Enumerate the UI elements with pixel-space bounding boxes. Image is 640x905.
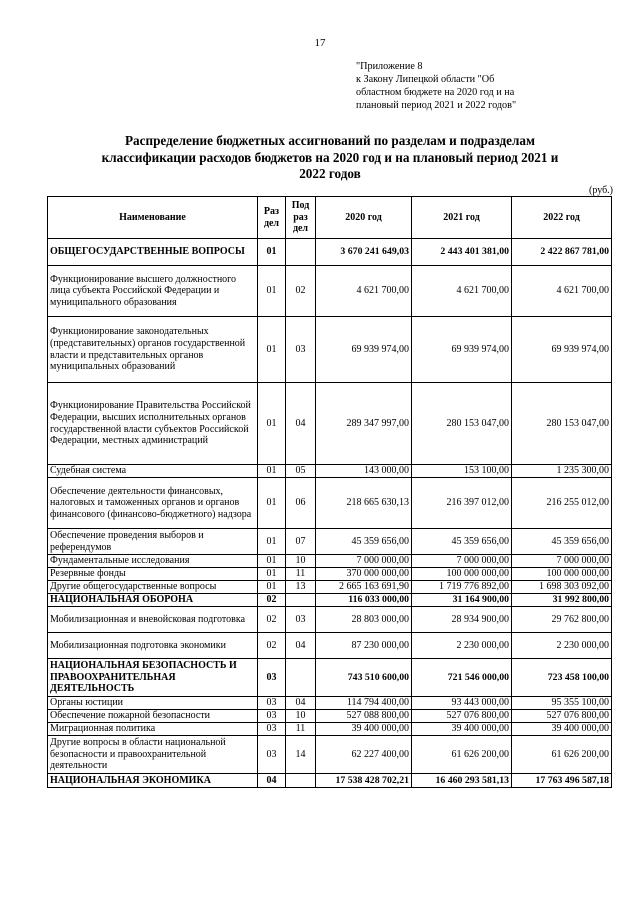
row-section: 02	[258, 594, 286, 607]
row-name: ОБЩЕГОСУДАРСТВЕННЫЕ ВОПРОСЫ	[48, 239, 258, 266]
row-value-2021: 280 153 047,00	[412, 383, 512, 465]
row-subsection: 04	[286, 383, 316, 465]
row-value-2020: 28 803 000,00	[316, 607, 412, 633]
row-value-2021: 61 626 200,00	[412, 736, 512, 774]
table-row	[48, 555, 612, 568]
row-subsection	[286, 774, 316, 788]
row-value-2022: 61 626 200,00	[512, 736, 612, 774]
row-value-2020: 17 538 428 702,21	[316, 774, 412, 788]
header-name: Наименование	[48, 197, 258, 239]
table-row	[48, 383, 612, 465]
row-subsection: 11	[286, 723, 316, 736]
row-value-2020: 218 665 630,13	[316, 478, 412, 529]
row-value-2022: 100 000 000,00	[512, 568, 612, 581]
row-subsection: 10	[286, 710, 316, 723]
row-subsection: 04	[286, 633, 316, 659]
row-value-2020: 62 227 400,00	[316, 736, 412, 774]
row-subsection: 11	[286, 568, 316, 581]
row-value-2022: 280 153 047,00	[512, 383, 612, 465]
row-subsection: 06	[286, 478, 316, 529]
row-subsection	[286, 594, 316, 607]
row-value-2021: 527 076 800,00	[412, 710, 512, 723]
row-value-2021: 93 443 000,00	[412, 697, 512, 710]
row-value-2020: 3 670 241 649,03	[316, 239, 412, 266]
row-value-2020: 527 088 800,00	[316, 710, 412, 723]
row-value-2022: 17 763 496 587,18	[512, 774, 612, 788]
header-section: Раз дел	[258, 197, 286, 239]
table-row	[48, 266, 612, 317]
row-section: 01	[258, 478, 286, 529]
row-value-2022: 2 422 867 781,00	[512, 239, 612, 266]
row-subsection	[286, 239, 316, 266]
row-value-2020: 370 000 000,00	[316, 568, 412, 581]
row-subsection: 04	[286, 697, 316, 710]
row-value-2021: 45 359 656,00	[412, 529, 512, 555]
row-value-2022: 7 000 000,00	[512, 555, 612, 568]
row-value-2020: 116 033 000,00	[316, 594, 412, 607]
row-value-2021: 28 934 900,00	[412, 607, 512, 633]
row-value-2021: 721 546 000,00	[412, 659, 512, 697]
table-row	[48, 633, 612, 659]
row-name: НАЦИОНАЛЬНАЯ ОБОРОНА	[48, 594, 258, 607]
row-section: 01	[258, 555, 286, 568]
header-2020: 2020 год	[316, 197, 412, 239]
table-row	[48, 465, 612, 478]
row-value-2022: 2 230 000,00	[512, 633, 612, 659]
row-value-2020: 289 347 997,00	[316, 383, 412, 465]
units-label: (руб.)	[589, 185, 613, 196]
row-value-2020: 143 000,00	[316, 465, 412, 478]
header-2021: 2021 год	[412, 197, 512, 239]
row-value-2022: 4 621 700,00	[512, 266, 612, 317]
row-value-2021: 39 400 000,00	[412, 723, 512, 736]
row-value-2020: 7 000 000,00	[316, 555, 412, 568]
row-value-2022: 31 992 800,00	[512, 594, 612, 607]
header-2022: 2022 год	[512, 197, 612, 239]
row-subsection: 14	[286, 736, 316, 774]
row-section: 04	[258, 774, 286, 788]
row-section: 01	[258, 529, 286, 555]
table-row	[48, 710, 612, 723]
page-number: 17	[314, 37, 326, 49]
table-row	[48, 239, 612, 266]
row-subsection: 05	[286, 465, 316, 478]
row-section: 01	[258, 239, 286, 266]
table-body	[48, 239, 612, 788]
row-section: 02	[258, 633, 286, 659]
row-name: Функционирование Правительства Российской Федерации, высших исполнительных органов государственной власти субъектов Российской Федерации, местных администраций	[48, 383, 258, 465]
row-value-2022: 29 762 800,00	[512, 607, 612, 633]
row-name: Органы юстиции	[48, 697, 258, 710]
row-name: Мобилизационная подготовка экономики	[48, 633, 258, 659]
row-name: Функционирование законодательных (представительных) органов государственной власти и представительных органов муниципальных образований	[48, 317, 258, 383]
row-subsection: 02	[286, 266, 316, 317]
row-value-2021: 4 621 700,00	[412, 266, 512, 317]
row-name: НАЦИОНАЛЬНАЯ БЕЗОПАСНОСТЬ И ПРАВООХРАНИТЕЛЬНАЯ ДЕЯТЕЛЬНОСТЬ	[48, 659, 258, 697]
row-name: Мобилизационная и вневойсковая подготовка	[48, 607, 258, 633]
row-name: Обеспечение деятельности финансовых, налоговых и таможенных органов и органов финансового (финансово-бюджетного) надзора	[48, 478, 258, 529]
header-subsection: Под раз дел	[286, 197, 316, 239]
appendix-line: областном бюджете на 2020 год и на	[356, 87, 515, 98]
row-section: 01	[258, 317, 286, 383]
row-value-2022: 45 359 656,00	[512, 529, 612, 555]
table-row	[48, 568, 612, 581]
row-name: Фундаментальные исследования	[48, 555, 258, 568]
appendix-note	[356, 60, 576, 112]
row-name: НАЦИОНАЛЬНАЯ ЭКОНОМИКА	[48, 774, 258, 788]
row-value-2021: 31 164 900,00	[412, 594, 512, 607]
row-subsection: 13	[286, 581, 316, 594]
row-value-2020: 114 794 400,00	[316, 697, 412, 710]
title-line: 2022 годов	[299, 166, 361, 181]
title-line: классификации расходов бюджетов на 2020 год и на плановый период 2021 и	[101, 149, 559, 165]
row-section: 01	[258, 581, 286, 594]
row-value-2020: 39 400 000,00	[316, 723, 412, 736]
table-row	[48, 581, 612, 594]
row-name: Миграционная политика	[48, 723, 258, 736]
appendix-line: "Приложение 8	[356, 61, 423, 72]
table-row	[48, 697, 612, 710]
row-subsection: 10	[286, 555, 316, 568]
appendix-line: к Закону Липецкой области "Об	[356, 74, 495, 85]
row-section: 03	[258, 736, 286, 774]
table-row	[48, 529, 612, 555]
row-section: 03	[258, 697, 286, 710]
row-subsection: 03	[286, 317, 316, 383]
row-value-2022: 1 235 300,00	[512, 465, 612, 478]
row-section: 03	[258, 710, 286, 723]
table-row	[48, 607, 612, 633]
table-row	[48, 659, 612, 697]
row-section: 01	[258, 568, 286, 581]
row-value-2020: 87 230 000,00	[316, 633, 412, 659]
row-value-2020: 69 939 974,00	[316, 317, 412, 383]
table-row	[48, 478, 612, 529]
row-value-2021: 2 230 000,00	[412, 633, 512, 659]
table-row	[48, 736, 612, 774]
row-value-2020: 743 510 600,00	[316, 659, 412, 697]
row-value-2021: 1 719 776 892,00	[412, 581, 512, 594]
row-value-2021: 7 000 000,00	[412, 555, 512, 568]
table-row	[48, 317, 612, 383]
row-value-2021: 153 100,00	[412, 465, 512, 478]
appendix-line: плановый период 2021 и 2022 годов"	[356, 100, 517, 111]
row-name: Другие вопросы в области национальной безопасности и правоохранительной деятельности	[48, 736, 258, 774]
row-subsection: 03	[286, 607, 316, 633]
row-value-2022: 69 939 974,00	[512, 317, 612, 383]
row-value-2022: 39 400 000,00	[512, 723, 612, 736]
row-name: Резервные фонды	[48, 568, 258, 581]
budget-table	[47, 196, 612, 788]
row-value-2020: 4 621 700,00	[316, 266, 412, 317]
row-section: 03	[258, 659, 286, 697]
row-value-2021: 69 939 974,00	[412, 317, 512, 383]
row-name: Судебная система	[48, 465, 258, 478]
row-value-2020: 2 665 163 691,90	[316, 581, 412, 594]
row-value-2022: 216 255 012,00	[512, 478, 612, 529]
row-name: Обеспечение проведения выборов и референдумов	[48, 529, 258, 555]
row-section: 01	[258, 383, 286, 465]
row-value-2021: 100 000 000,00	[412, 568, 512, 581]
row-name: Другие общегосударственные вопросы	[48, 581, 258, 594]
row-value-2022: 95 355 100,00	[512, 697, 612, 710]
row-name: Обеспечение пожарной безопасности	[48, 710, 258, 723]
row-value-2021: 216 397 012,00	[412, 478, 512, 529]
row-value-2022: 723 458 100,00	[512, 659, 612, 697]
row-section: 01	[258, 465, 286, 478]
row-subsection	[286, 659, 316, 697]
document-title	[40, 133, 620, 183]
row-subsection: 07	[286, 529, 316, 555]
row-name: Функционирование высшего должностного лица субъекта Российской Федерации и муниципального образования	[48, 266, 258, 317]
row-value-2022: 1 698 303 092,00	[512, 581, 612, 594]
table-row	[48, 774, 612, 788]
row-value-2020: 45 359 656,00	[316, 529, 412, 555]
row-value-2021: 2 443 401 381,00	[412, 239, 512, 266]
row-value-2021: 16 460 293 581,13	[412, 774, 512, 788]
title-line: Распределение бюджетных ассигнований по разделам и подразделам	[124, 133, 536, 148]
row-section: 01	[258, 266, 286, 317]
row-section: 02	[258, 607, 286, 633]
row-section: 03	[258, 723, 286, 736]
row-value-2022: 527 076 800,00	[512, 710, 612, 723]
table-row	[48, 723, 612, 736]
table-row	[48, 594, 612, 607]
